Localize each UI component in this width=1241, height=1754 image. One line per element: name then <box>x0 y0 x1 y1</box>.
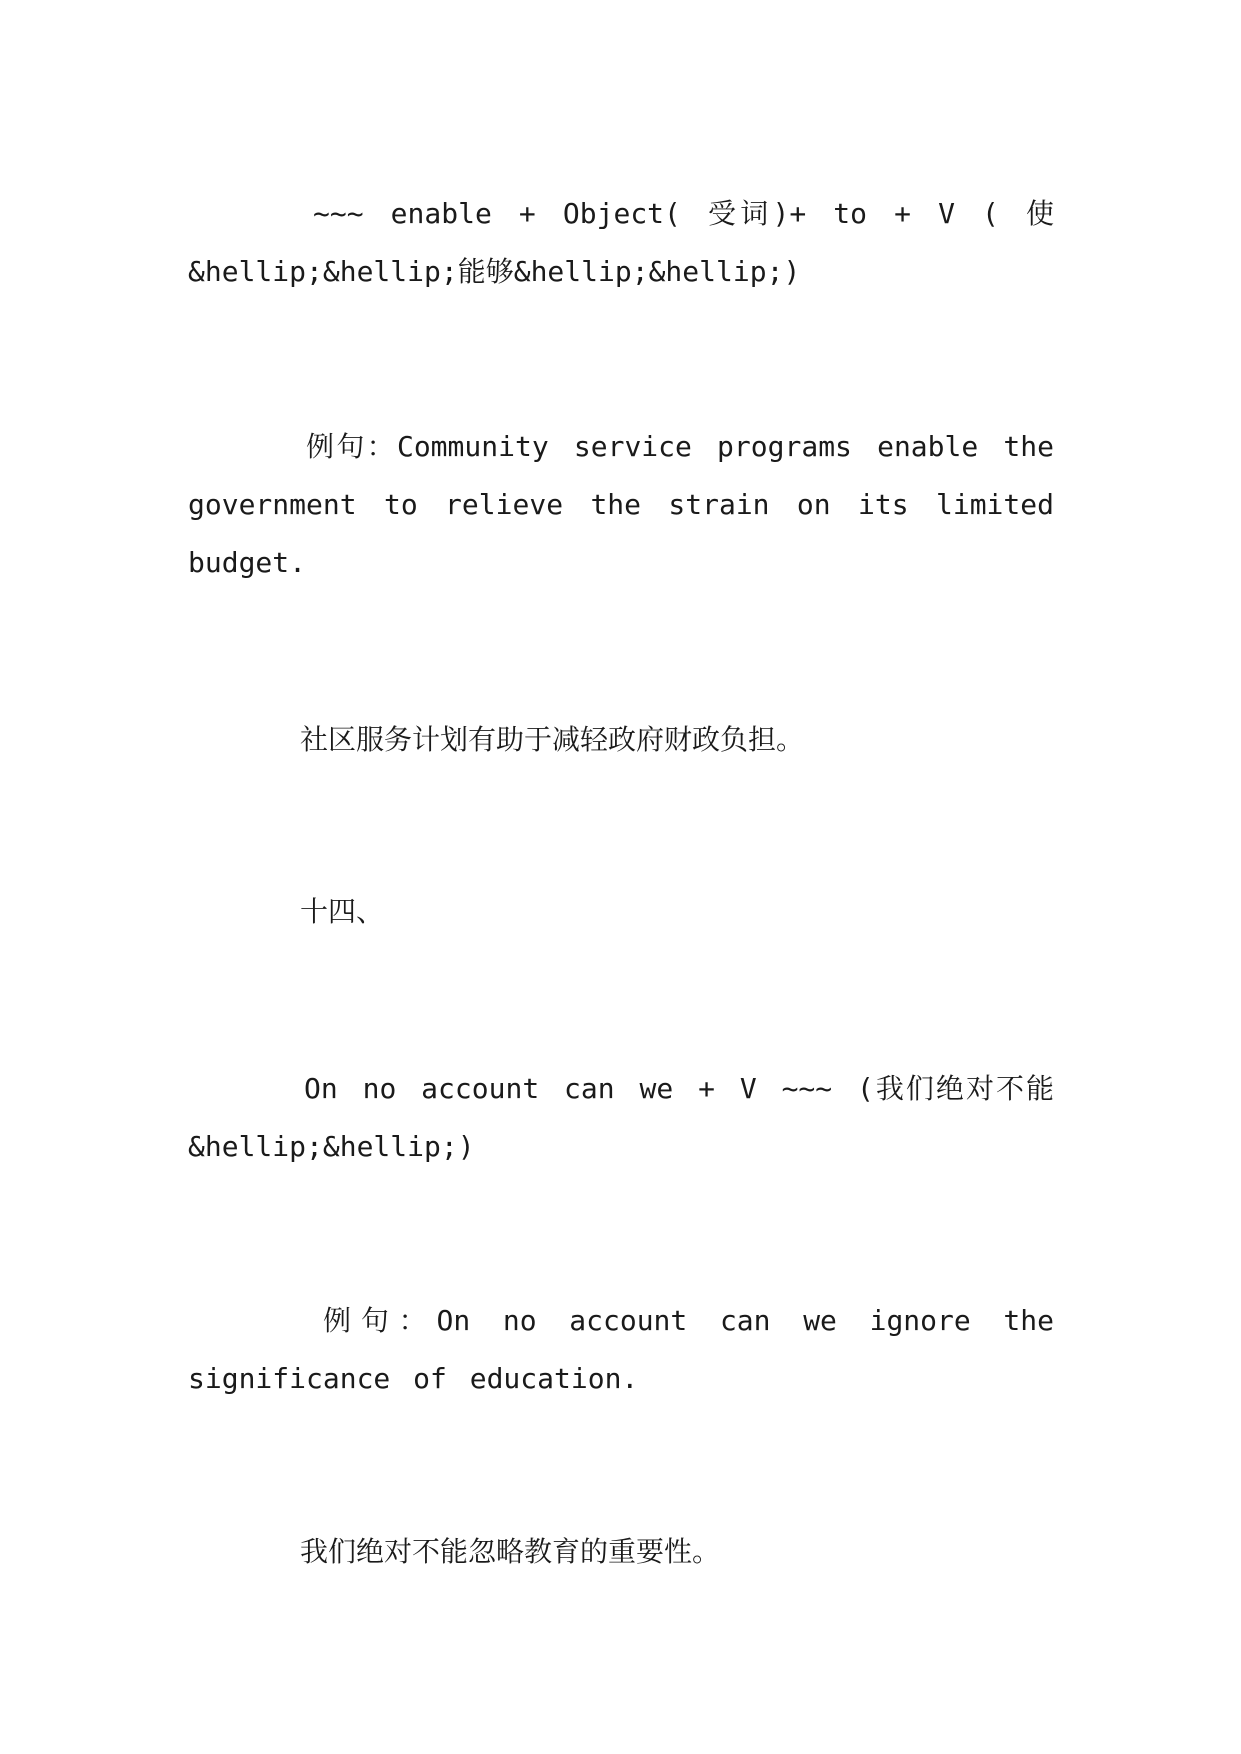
paragraph-translation-2: 我们绝对不能忽略教育的重要性。 <box>300 1535 721 1568</box>
section-heading-fourteen: 十四、 <box>300 895 385 928</box>
paragraph-enable-pattern: ~~~ enable + Object( 受词)+ to + V ( 使&hellip;&hellip;能够&hellip;&hellip;) <box>188 197 1054 288</box>
paragraph-translation-1: 社区服务计划有助于减轻政府财政负担。 <box>300 723 805 756</box>
paragraph-example-sentence-2: 例句：On no account can we ignore the significance of education. <box>188 1304 1054 1395</box>
paragraph-example-sentence-1: 例句：Community service programs enable the government to relieve the strain on its limited budget. <box>188 430 1054 579</box>
paragraph-on-no-account-pattern: On no account can we + V ~~~ (我们绝对不能&hellip;&hellip;) <box>188 1072 1054 1163</box>
